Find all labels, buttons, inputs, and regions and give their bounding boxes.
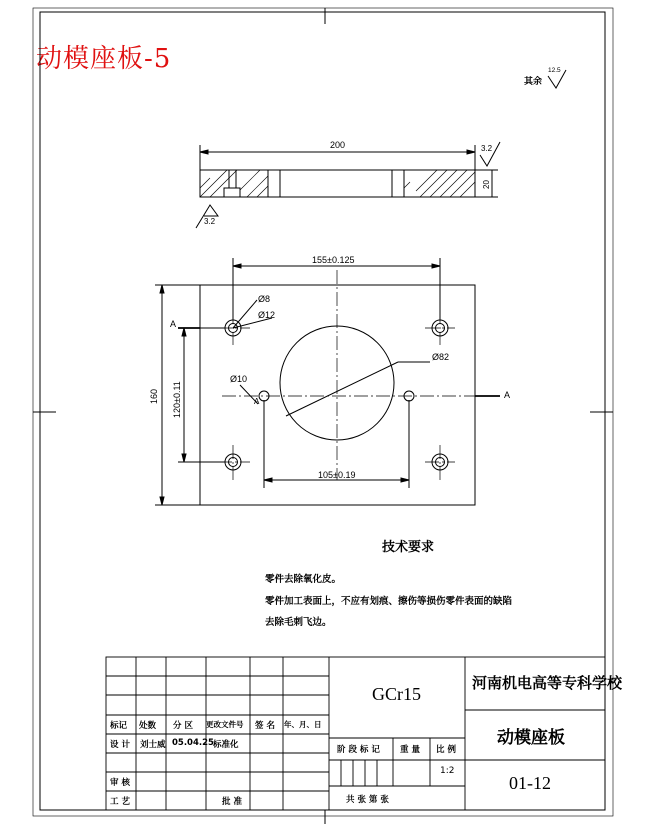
label-hole-d10: Ø10 <box>230 374 248 384</box>
section-mark-right: A <box>504 390 511 400</box>
roughness-rest-label: 其余 <box>524 76 543 86</box>
dim-width-200: 200 <box>330 140 346 150</box>
note-line-3: 去除毛刺飞边。 <box>265 617 332 628</box>
label-hole-d82: Ø82 <box>432 352 450 362</box>
hdr-count: 处数 <box>139 721 157 731</box>
note-line-2: 零件加工表面上，不应有划痕、擦伤等损伤零件表面的缺陷 <box>265 596 513 607</box>
drawing-number: 01-12 <box>509 773 551 793</box>
notes-heading: 技术要求 <box>382 540 435 555</box>
school-name: 河南机电高等专科学校 <box>472 674 623 692</box>
label-hole-d8: Ø8 <box>258 294 271 304</box>
scale-value: 1:2 <box>440 766 455 776</box>
scale-label: 比 例 <box>436 745 456 755</box>
material-label: GCr15 <box>372 684 421 704</box>
drawing-title-red: 动模座板-5 <box>36 44 172 74</box>
hdr-date: 年、月、日 <box>284 720 322 729</box>
label-hole-d12: Ø12 <box>258 310 276 320</box>
design-date: 05.04.25 <box>172 738 214 748</box>
stage-label: 阶 段 标 记 <box>337 745 380 755</box>
designer-name: 刘士威 <box>140 740 166 750</box>
dim-height-160: 160 <box>149 388 159 404</box>
standardize-label: 标准化 <box>213 740 239 750</box>
hdr-sign: 签 名 <box>255 721 275 731</box>
sheet-count: 共 张 第 张 <box>346 795 389 805</box>
side-view <box>196 142 500 228</box>
roughness-top-value: 3.2 <box>481 144 493 153</box>
dim-hole-vert: 120±0.11 <box>172 381 182 418</box>
dim-hole-spacing: 155±0.125 <box>312 255 355 265</box>
weight-label: 重 量 <box>400 745 420 755</box>
approve-label: 批 准 <box>222 797 242 807</box>
roughness-bottom-value: 3.2 <box>204 217 216 226</box>
dim-center-hole: 105±0.19 <box>318 470 356 480</box>
note-line-1: 零件去除氧化皮。 <box>265 574 342 585</box>
hdr-mark: 标记 <box>110 721 128 731</box>
roughness-rest-value: 12.5 <box>548 67 561 74</box>
design-label: 设 计 <box>110 740 130 750</box>
dim-thickness-20: 20 <box>482 180 491 189</box>
plan-view <box>155 258 500 505</box>
section-mark-left: A <box>170 319 177 329</box>
hdr-zone: 分 区 <box>173 721 193 731</box>
process-label: 工 艺 <box>110 797 130 807</box>
review-label: 审 核 <box>110 778 130 788</box>
hdr-change-doc: 更改文件号 <box>206 720 244 729</box>
part-name: 动模座板 <box>497 728 565 748</box>
section-mark-pin: A <box>254 397 260 406</box>
